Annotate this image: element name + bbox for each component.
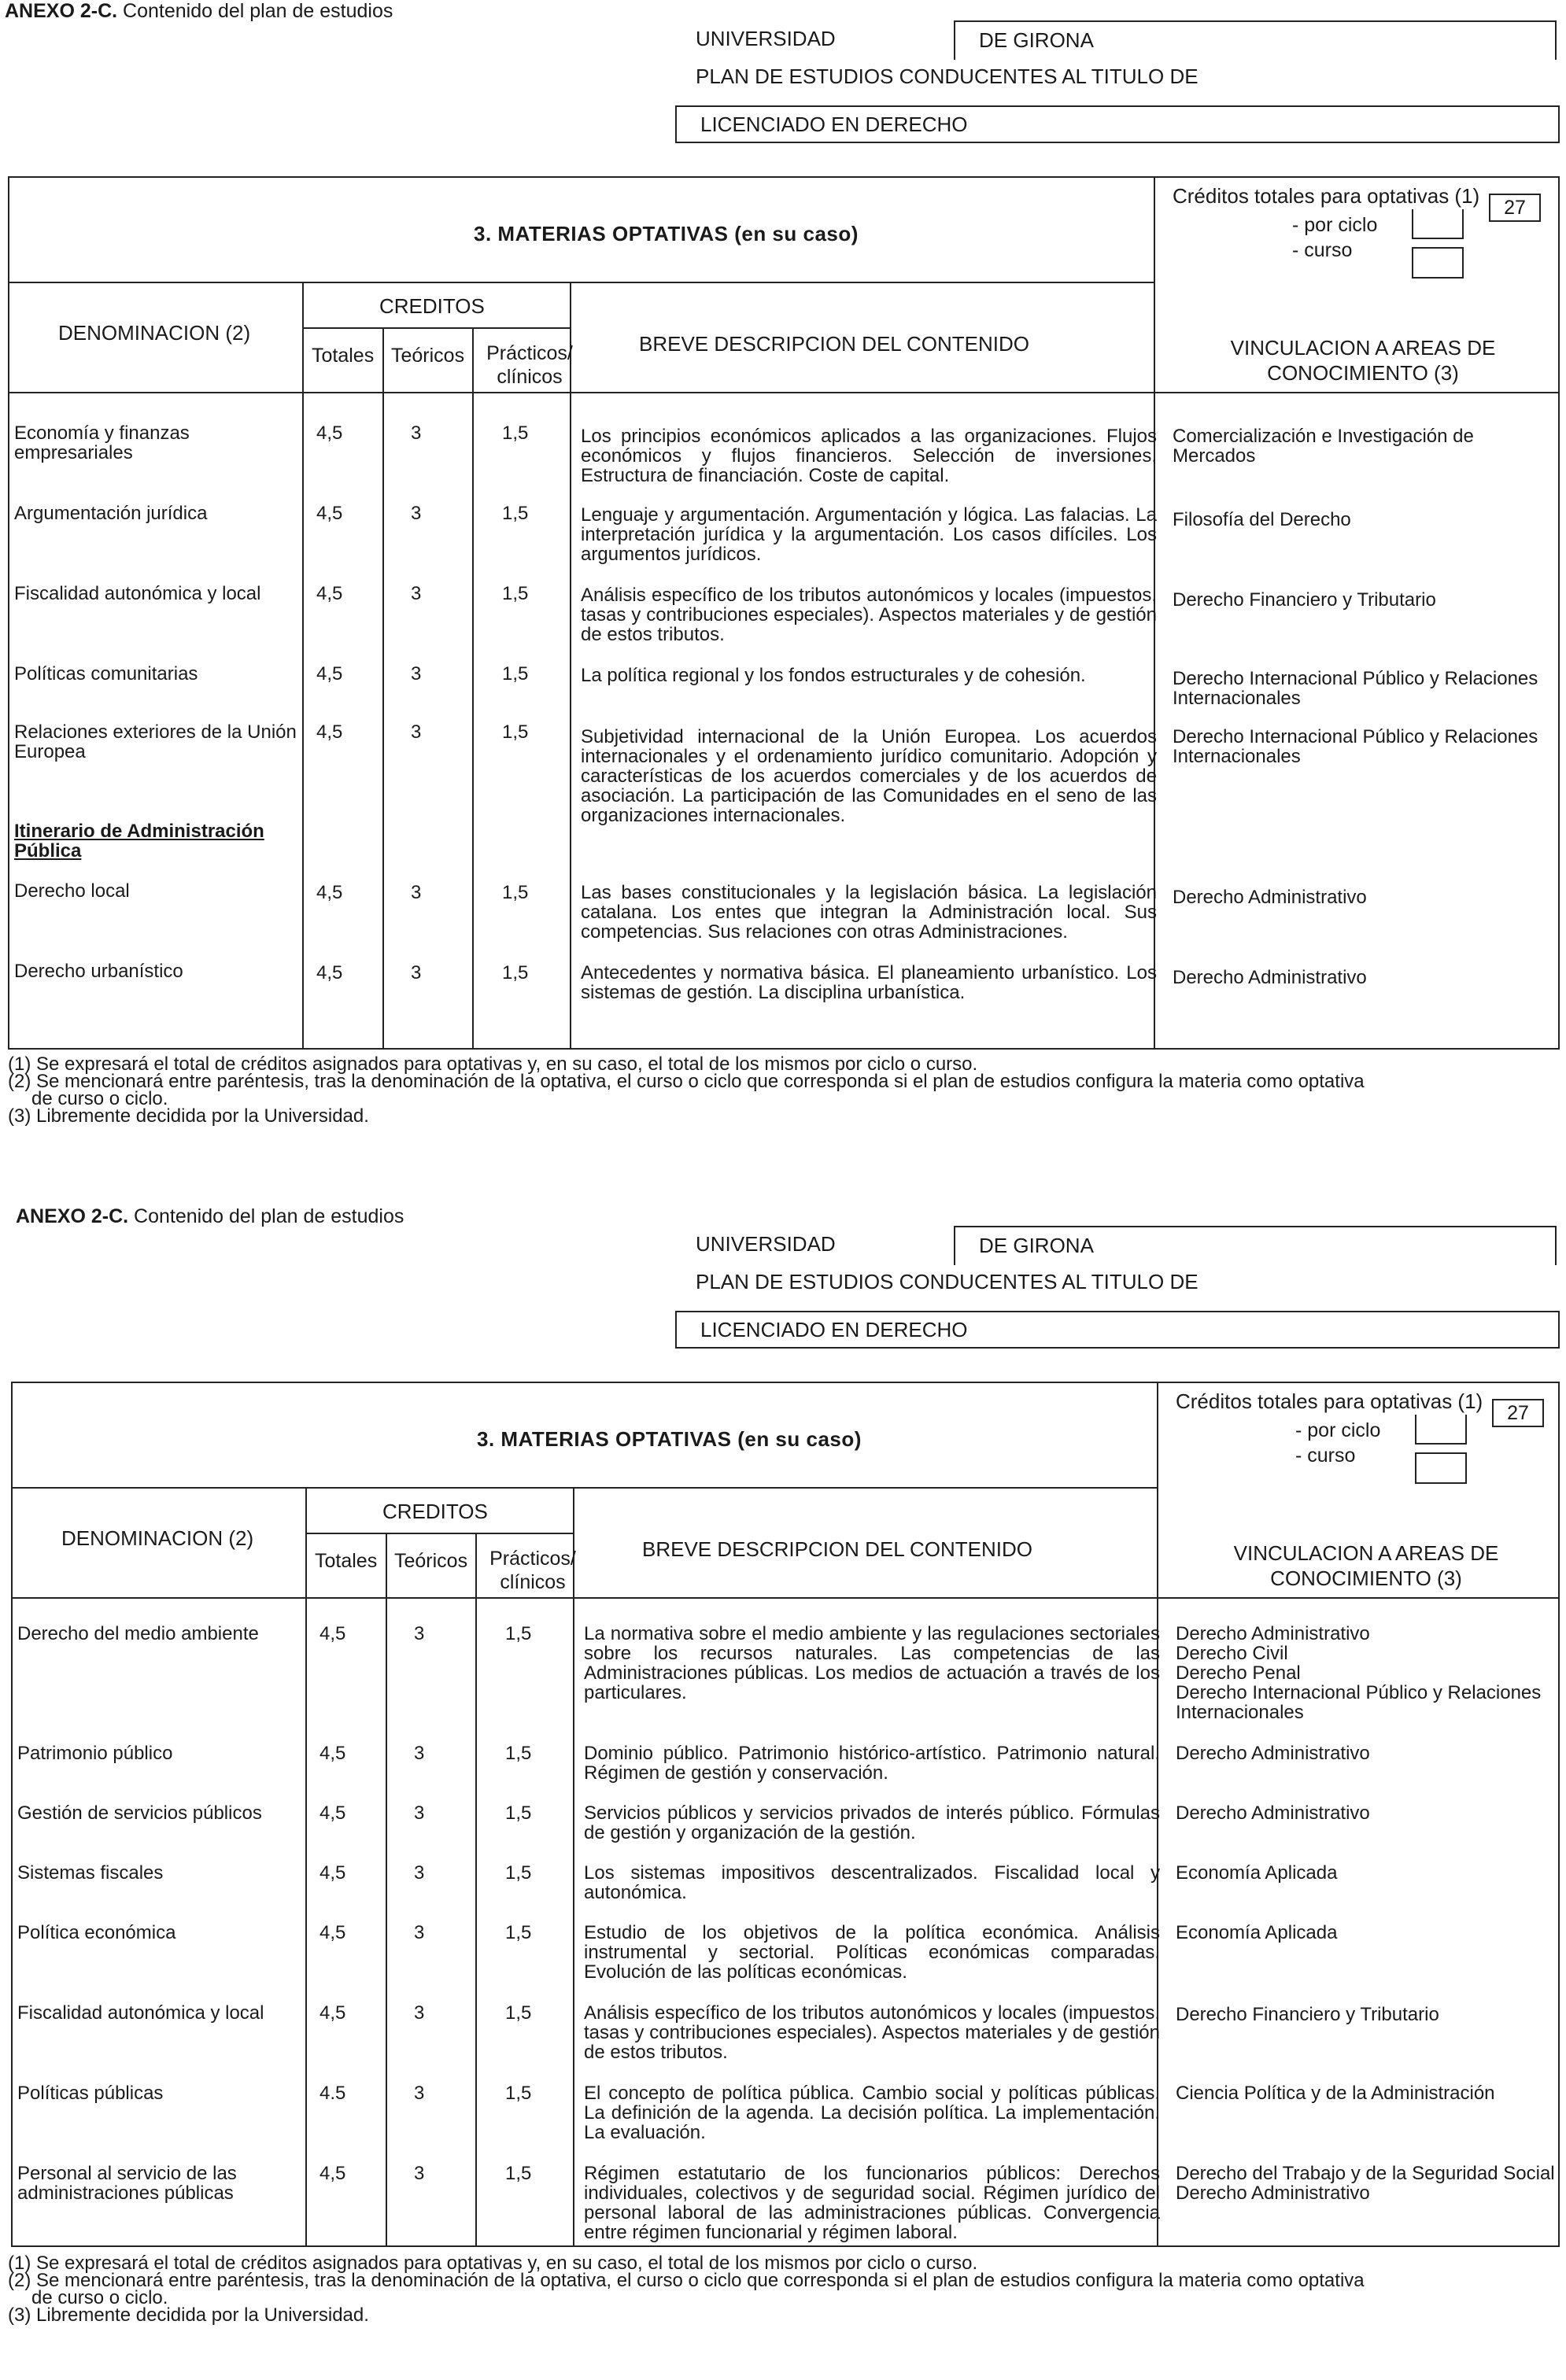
- row-teoricos: 3: [411, 583, 422, 604]
- row-descripcion: Lenguaje y argumentación. Argumentación y lógica. Las falacias. La interpretación jurídica y la argumentación. Los casos difíciles. Los argumentos jurídicos.: [581, 504, 1157, 565]
- plan-label: PLAN DE ESTUDIOS CONDUCENTES AL TITULO DE: [696, 1270, 1199, 1293]
- row-teoricos: 3: [414, 1862, 425, 1884]
- row-descripcion: Régimen estatutario de los funcionarios públicos: Derechos individuales, colectivos y de seguridad social. Régimen jurídico del personal laboral de las administraciones públicas. Convergencia entre régimen funcionarial y régimen laboral.: [584, 2163, 1160, 2243]
- row-vinculacion: Derecho Administrativo: [1173, 887, 1367, 908]
- optativas-table: [11, 1382, 1560, 2247]
- row-totales: 4,5: [319, 1803, 346, 1824]
- row-practicos: 1,5: [505, 1803, 532, 1824]
- row-name: Economía y finanzas empresariales: [14, 422, 190, 463]
- header-totales: Totales: [315, 1550, 378, 1572]
- header-denominacion: DENOMINACION (2): [58, 321, 251, 345]
- titulo-value: LICENCIADO EN DERECHO: [675, 105, 1560, 143]
- footnote-1: (1) Se expresará el total de créditos asignados para optativas y, en su caso, el total de los mismos por ciclo o curso.: [8, 1053, 978, 1075]
- row-name: Relaciones exteriores de la Unión Europea: [14, 721, 297, 762]
- footnote-2: (2) Se mencionará entre paréntesis, tras la denominación de la optativa, el curso o ciclo que corresponda si el plan de estudios configura la materia como optativa: [8, 1071, 1365, 1092]
- row-vinculacion: Derecho Financiero y Tributario: [1176, 2004, 1439, 2025]
- row-name: Fiscalidad autonómica y local: [17, 2002, 264, 2024]
- header-descripcion: BREVE DESCRIPCION DEL CONTENIDO: [639, 332, 1030, 356]
- row-vinculacion: Derecho del Trabajo y de la Seguridad Social Derecho Administrativo: [1176, 2163, 1555, 2204]
- row-practicos: 1,5: [502, 422, 529, 444]
- footnote-2-cont: de curso o ciclo.: [31, 2287, 168, 2308]
- por-ciclo-box: [1415, 1415, 1467, 1445]
- row-practicos: 1,5: [505, 2083, 532, 2104]
- row-descripcion: Análisis específico de los tributos autonómicos y locales (impuestos, tasas y contribuciones especiales). Aspectos materiales y de gestión de estos tributos.: [584, 2002, 1160, 2063]
- annex-heading: ANEXO 2-C. Contenido del plan de estudios: [16, 1205, 404, 1227]
- row-totales: 4,5: [316, 882, 343, 903]
- row-descripcion: Las bases constitucionales y la legislación básica. La legislación catalana. Los entes que integran la Administración local. Sus competencias. Sus relaciones con otras Administraciones.: [581, 882, 1157, 943]
- row-descripcion: La normativa sobre el medio ambiente y las regulaciones sectoriales sobre los recursos naturales. Las competencias de las Administraciones públicas. Los medios de actuación a través de los particulares.: [584, 1623, 1160, 1703]
- row-descripcion: La política regional y los fondos estructurales y de cohesión.: [581, 665, 1086, 686]
- row-totales: 4,5: [316, 663, 343, 684]
- section-title: 3. MATERIAS OPTATIVAS (en su caso): [474, 222, 859, 245]
- header-practicos: Prácticos/ clínicos: [486, 342, 573, 388]
- footnotes: [8, 1053, 1365, 1127]
- row-vinculacion: Filosofía del Derecho: [1173, 509, 1351, 530]
- footnote-2-cont: de curso o ciclo.: [31, 1088, 168, 1109]
- universidad-value: DE GIRONA: [954, 1226, 1557, 1265]
- header-creditos: CREDITOS: [382, 1500, 488, 1523]
- row-name: Personal al servicio de las administraciones públicas: [17, 2163, 237, 2204]
- row-teoricos: 3: [414, 1623, 425, 1644]
- footnote-2: (2) Se mencionará entre paréntesis, tras la denominación de la optativa, el curso o ciclo que corresponda si el plan de estudios configura la materia como optativa: [8, 2270, 1365, 2291]
- row-totales: 4,5: [319, 1743, 346, 1764]
- row-descripcion: Estudio de los objetivos de la política económica. Análisis instrumental y sectorial. Políticas económicas comparadas. Evolución de las políticas económicas.: [584, 1922, 1160, 1983]
- row-totales: 4,5: [319, 1922, 346, 1943]
- header-vinculacion: VINCULACION A AREAS DE CONOCIMIENTO (3): [1233, 1541, 1499, 1590]
- row-practicos: 1,5: [505, 2002, 532, 2024]
- optativas-table: [8, 176, 1560, 1050]
- footnote-3: (3) Libremente decidida por la Universidad.: [8, 1105, 369, 1127]
- row-vinculacion: Derecho Internacional Público y Relaciones Internacionales: [1173, 726, 1538, 767]
- row-practicos: 1,5: [505, 1623, 532, 1644]
- creditos-totales-label: Créditos totales para optativas (1): [1173, 184, 1480, 208]
- row-teoricos: 3: [411, 882, 422, 903]
- row-name: Derecho local: [14, 880, 130, 902]
- row-practicos: 1,5: [505, 1743, 532, 1764]
- header-teoricos: Teóricos: [394, 1550, 468, 1572]
- row-name: Patrimonio público: [17, 1743, 173, 1764]
- row-vinculacion: Derecho Internacional Público y Relaciones Internacionales: [1173, 668, 1538, 709]
- row-name: Gestión de servicios públicos: [17, 1803, 262, 1824]
- row-practicos: 1,5: [502, 962, 529, 983]
- header-practicos: Prácticos/ clínicos: [489, 1548, 576, 1593]
- row-totales: 4,5: [316, 721, 343, 743]
- annex-heading: ANEXO 2-C. Contenido del plan de estudios: [5, 0, 393, 22]
- creditos-totales-label: Créditos totales para optativas (1): [1176, 1389, 1483, 1413]
- por-ciclo-box: [1412, 209, 1464, 239]
- row-practicos: 1,5: [505, 2163, 532, 2184]
- row-descripcion: Antecedentes y normativa básica. El planeamiento urbanístico. Los sistemas de gestión. La disciplina urbanística.: [581, 962, 1157, 1003]
- row-vinculacion: Derecho Administrativo: [1176, 1803, 1370, 1824]
- curso-label: - curso: [1292, 239, 1353, 261]
- row-totales: 4,5: [316, 503, 343, 524]
- row-vinculacion: Derecho Administrativo: [1176, 1743, 1370, 1764]
- row-name: Fiscalidad autonómica y local: [14, 583, 261, 604]
- row-vinculacion: Economía Aplicada: [1176, 1862, 1338, 1884]
- row-teoricos: 3: [411, 663, 422, 684]
- row-teoricos: 3: [411, 422, 422, 444]
- row-descripcion: Subjetividad internacional de la Unión Europea. Los acuerdos internacionales y el ordenamiento jurídico comunitario. Adopción y características de los acuerdos comerciales y de los acuerdos de asociación. La participación de las Comunidades en el seno de las organizaciones internacionales.: [581, 726, 1157, 826]
- row-descripcion: Dominio público. Patrimonio histórico-artístico. Patrimonio natural. Régimen de gestión y conservación.: [584, 1743, 1160, 1784]
- footnote-3: (3) Libremente decidida por la Universidad.: [8, 2304, 369, 2326]
- por-ciclo-label: - por ciclo: [1295, 1419, 1381, 1441]
- row-vinculacion: Ciencia Política y de la Administración: [1176, 2083, 1495, 2104]
- header-denominacion: DENOMINACION (2): [61, 1526, 254, 1550]
- header-descripcion: BREVE DESCRIPCION DEL CONTENIDO: [642, 1537, 1033, 1561]
- row-teoricos: 3: [414, 2002, 425, 2024]
- row-name: Políticas comunitarias: [14, 663, 198, 684]
- row-totales: 4.5: [319, 2083, 346, 2104]
- row-practicos: 1,5: [502, 583, 529, 604]
- row-descripcion: Los principios económicos aplicados a las organizaciones. Flujos económicos y flujos financieros. Selección de inversiones. Estructura de financiación. Coste de capital.: [581, 426, 1157, 486]
- row-teoricos: 3: [411, 721, 422, 743]
- row-totales: 4,5: [319, 1862, 346, 1884]
- header-vinculacion: VINCULACION A AREAS DE CONOCIMIENTO (3): [1230, 336, 1496, 385]
- creditos-totales-value: 27: [1489, 194, 1541, 222]
- section-title: 3. MATERIAS OPTATIVAS (en su caso): [477, 1427, 862, 1451]
- row-descripcion: Los sistemas impositivos descentralizados. Fiscalidad local y autonómica.: [584, 1862, 1160, 1903]
- row-name: Argumentación jurídica: [14, 503, 208, 524]
- row-teoricos: 3: [414, 1803, 425, 1824]
- row-name: Sistemas fiscales: [17, 1862, 164, 1884]
- curso-box: [1415, 1452, 1467, 1484]
- row-teoricos: 3: [414, 2083, 425, 2104]
- row-teoricos: 3: [414, 1743, 425, 1764]
- row-practicos: 1,5: [505, 1922, 532, 1943]
- universidad-label: UNIVERSIDAD: [696, 27, 836, 50]
- row-practicos: 1,5: [502, 503, 529, 524]
- curso-label: - curso: [1295, 1445, 1356, 1467]
- row-totales: 4,5: [316, 962, 343, 983]
- row-totales: 4,5: [319, 2002, 346, 2024]
- titulo-value: LICENCIADO EN DERECHO: [675, 1311, 1560, 1349]
- row-vinculacion: Comercialización e Investigación de Mercados: [1173, 426, 1474, 467]
- row-descripcion: El concepto de política pública. Cambio social y políticas públicas. La definición de la agenda. La decisión política. La implementación. La evaluación.: [584, 2083, 1160, 2143]
- row-teoricos: 3: [414, 1922, 425, 1943]
- universidad-label: UNIVERSIDAD: [696, 1232, 836, 1256]
- por-ciclo-label: - por ciclo: [1292, 214, 1378, 236]
- row-teoricos: 3: [414, 2163, 425, 2184]
- row-practicos: 1,5: [502, 663, 529, 684]
- header-totales: Totales: [312, 345, 375, 367]
- header-creditos: CREDITOS: [379, 294, 485, 318]
- row-totales: 4,5: [316, 583, 343, 604]
- footnotes: [8, 2255, 1365, 2324]
- itinerario-heading: Itinerario de Administración Pública: [14, 821, 264, 862]
- row-totales: 4,5: [319, 1623, 346, 1644]
- row-practicos: 1,5: [505, 1862, 532, 1884]
- row-vinculacion: Derecho Administrativo Derecho Civil Derecho Penal Derecho Internacional Público y Relaciones Internacionales: [1176, 1623, 1542, 1723]
- row-descripcion: Servicios públicos y servicios privados de interés público. Fórmulas de gestión y organización de la gestión.: [584, 1803, 1160, 1843]
- plan-label: PLAN DE ESTUDIOS CONDUCENTES AL TITULO DE: [696, 65, 1199, 88]
- row-name: Derecho urbanístico: [14, 961, 183, 982]
- universidad-value: DE GIRONA: [954, 20, 1557, 60]
- row-teoricos: 3: [411, 503, 422, 524]
- row-descripcion: Análisis específico de los tributos autonómicos y locales (impuestos, tasas y contribuciones especiales). Aspectos materiales y de gestión de estos tributos.: [581, 585, 1157, 645]
- page-2: [0, 1205, 1566, 2380]
- header-teoricos: Teóricos: [391, 345, 465, 367]
- row-totales: 4,5: [319, 2163, 346, 2184]
- row-vinculacion: Derecho Financiero y Tributario: [1173, 589, 1436, 611]
- row-practicos: 1,5: [502, 721, 529, 743]
- page-1: [0, 0, 1566, 1175]
- row-name: Política económica: [17, 1922, 176, 1943]
- row-totales: 4,5: [316, 422, 343, 444]
- row-practicos: 1,5: [502, 882, 529, 903]
- row-name: Políticas públicas: [17, 2083, 164, 2104]
- row-vinculacion: Economía Aplicada: [1176, 1922, 1338, 1943]
- row-vinculacion: Derecho Administrativo: [1173, 967, 1367, 988]
- row-name: Derecho del medio ambiente: [17, 1623, 259, 1644]
- row-teoricos: 3: [411, 962, 422, 983]
- curso-box: [1412, 247, 1464, 279]
- creditos-totales-value: 27: [1492, 1399, 1544, 1427]
- footnote-1: (1) Se expresará el total de créditos asignados para optativas y, en su caso, el total de los mismos por ciclo o curso.: [8, 2253, 978, 2274]
